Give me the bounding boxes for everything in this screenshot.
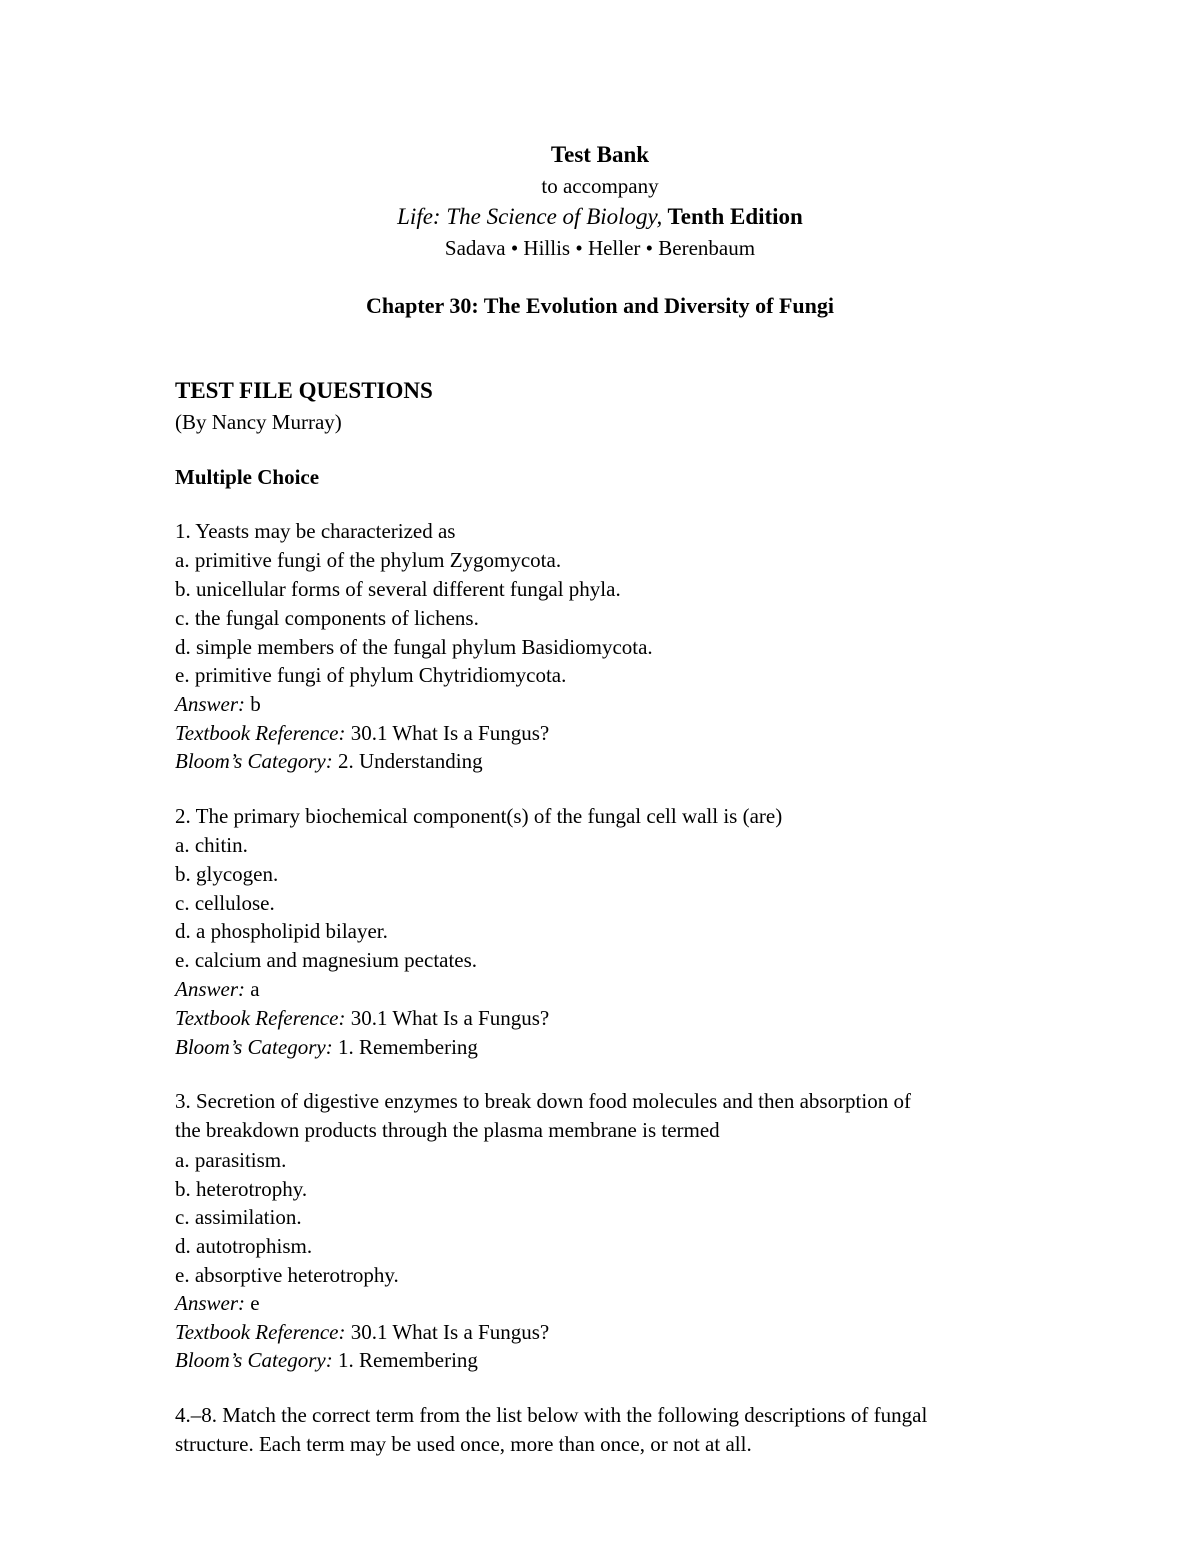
section-byline: (By Nancy Murray) <box>175 410 342 434</box>
answer-option: b. heterotrophy. <box>175 1177 308 1201</box>
bloom-value: 1. Remembering <box>332 1348 478 1372</box>
answer-option: e. absorptive heterotrophy. <box>175 1263 399 1287</box>
document-title: Test Bank <box>550 142 650 167</box>
reference-label: Textbook Reference: <box>175 1320 346 1344</box>
answer-option: c. assimilation. <box>175 1205 302 1229</box>
reference-line <box>175 1320 549 1345</box>
answer-value: e <box>245 1291 260 1315</box>
answer-option: b. unicellular forms of several different fungal phyla. <box>175 577 621 601</box>
reference-label: Textbook Reference: <box>175 1006 346 1030</box>
reference-value: 30.1 What Is a Fungus? <box>345 1320 550 1344</box>
bloom-line <box>175 1035 478 1060</box>
answer-option: d. a phospholipid bilayer. <box>175 919 388 943</box>
answer-option: d. autotrophism. <box>175 1234 313 1258</box>
answer-value: b <box>245 692 261 716</box>
book-authors: Sadava • Hillis • Heller • Berenbaum <box>444 236 756 260</box>
bloom-value: 2. Understanding <box>332 749 483 773</box>
answer-label: Answer: <box>175 692 245 716</box>
answer-line <box>175 1291 260 1316</box>
bloom-value: 1. Remembering <box>332 1035 478 1059</box>
answer-option: a. primitive fungi of the phylum Zygomycota. <box>175 548 562 572</box>
answer-label: Answer: <box>175 1291 245 1315</box>
subsection-title: Multiple Choice <box>175 465 320 489</box>
section-title: TEST FILE QUESTIONS <box>175 378 433 403</box>
answer-label: Answer: <box>175 977 245 1001</box>
book-title: Life: The Science of Biology, <box>397 204 663 229</box>
question-stem: 1. Yeasts may be characterized as <box>175 519 456 543</box>
answer-option: a. chitin. <box>175 833 248 857</box>
answer-option: d. simple members of the fungal phylum Basidiomycota. <box>175 635 653 659</box>
answer-option: b. glycogen. <box>175 862 279 886</box>
bloom-label: Bloom’s Category: <box>175 1348 333 1372</box>
answer-value: a <box>245 977 260 1001</box>
question-stem: 3. Secretion of digestive enzymes to break down food molecules and then absorption of <box>175 1089 911 1113</box>
bloom-label: Bloom’s Category: <box>175 1035 333 1059</box>
chapter-heading: Chapter 30: The Evolution and Diversity of Fungi <box>366 293 834 318</box>
answer-line <box>175 977 260 1002</box>
bloom-line <box>175 749 483 774</box>
question-stem: 2. The primary biochemical component(s) of the fungal cell wall is (are) <box>175 804 783 828</box>
question-stem: 4.–8. Match the correct term from the list below with the following descriptions of fungal <box>175 1403 928 1427</box>
answer-option: a. parasitism. <box>175 1148 287 1172</box>
reference-line <box>175 1006 549 1031</box>
book-edition: Tenth Edition <box>662 204 803 229</box>
bloom-label: Bloom’s Category: <box>175 749 333 773</box>
reference-label: Textbook Reference: <box>175 721 346 745</box>
document-subtitle: to accompany <box>541 174 659 198</box>
answer-line <box>175 692 261 717</box>
book-title-line <box>0 204 1200 230</box>
answer-option: e. calcium and magnesium pectates. <box>175 948 478 972</box>
bloom-line <box>175 1348 478 1373</box>
answer-option: c. cellulose. <box>175 891 275 915</box>
reference-value: 30.1 What Is a Fungus? <box>345 1006 550 1030</box>
answer-option: e. primitive fungi of phylum Chytridiomycota. <box>175 663 567 687</box>
answer-option: c. the fungal components of lichens. <box>175 606 479 630</box>
question-stem: structure. Each term may be used once, more than once, or not at all. <box>175 1432 752 1456</box>
question-stem: the breakdown products through the plasma membrane is termed <box>175 1118 720 1142</box>
reference-line <box>175 721 549 746</box>
reference-value: 30.1 What Is a Fungus? <box>345 721 550 745</box>
